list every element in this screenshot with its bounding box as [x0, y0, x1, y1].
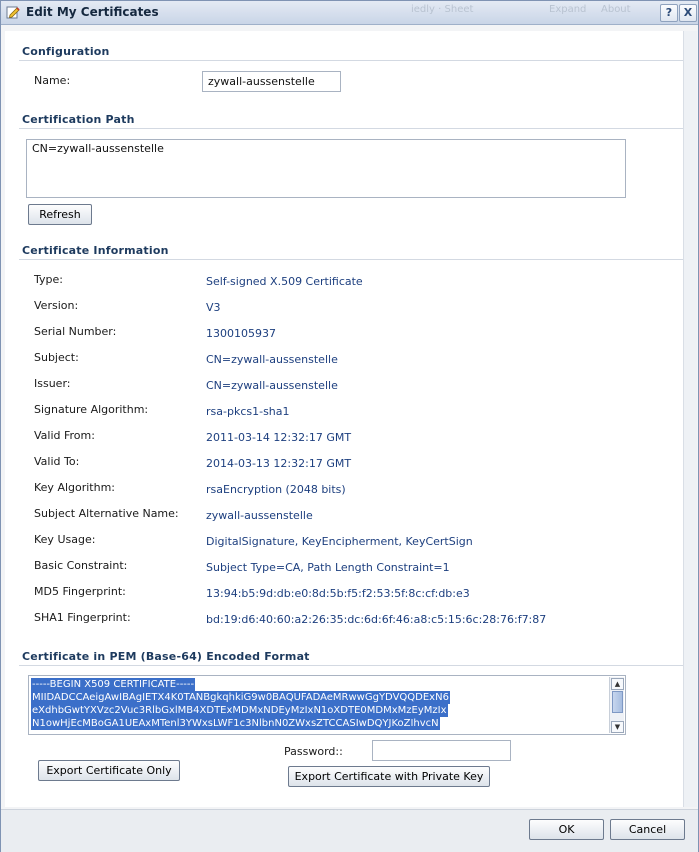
ok-button[interactable]: OK	[529, 819, 604, 840]
info-row-label: Version:	[34, 299, 79, 312]
certification-path-box[interactable]	[26, 139, 626, 198]
background-hint-expand: Expand	[549, 4, 587, 15]
password-label: Password::	[284, 745, 343, 758]
pem-heading: Certificate in PEM (Base-64) Encoded Format	[22, 650, 310, 663]
info-row-value: DigitalSignature, KeyEncipherment, KeyCertSign	[206, 535, 473, 548]
scroll-up-arrow-icon[interactable]: ▲	[611, 678, 624, 690]
section-divider	[19, 665, 683, 666]
export-certificate-only-button[interactable]: Export Certificate Only	[38, 760, 180, 781]
info-row-value: rsa-pkcs1-sha1	[206, 405, 290, 418]
help-icon: ?	[665, 6, 673, 19]
info-row-value: 1300105937	[206, 327, 276, 340]
pem-line: N1owHjEcMBoGA1UEAxMTenl3YWxsLWF1c3NlbnN0ZWxsZTCCASIwDQYJKoZIhvcN	[32, 718, 439, 729]
certification-path-text: CN=zywall-aussenstelle	[32, 142, 164, 155]
dialog-content	[5, 31, 683, 807]
section-divider	[19, 259, 683, 260]
info-row-value: 13:94:b5:9d:db:e0:8d:5b:f5:f2:53:5f:8c:cf:db:e3	[206, 587, 470, 600]
dialog-title: Edit My Certificates	[26, 5, 159, 19]
info-row-value: Self-signed X.509 Certificate	[206, 275, 363, 288]
section-divider	[19, 60, 683, 61]
pem-scrollbar[interactable]	[609, 677, 624, 733]
info-row-value: Subject Type=CA, Path Length Constraint=1	[206, 561, 450, 574]
help-button[interactable]	[660, 4, 678, 22]
info-row-label: Valid To:	[34, 455, 80, 468]
info-row-value: zywall-aussenstelle	[206, 509, 313, 522]
export-certificate-with-private-key-button[interactable]: Export Certificate with Private Key	[288, 766, 490, 787]
close-icon: X	[683, 6, 693, 19]
info-row-label: Basic Constraint:	[34, 559, 128, 572]
background-hint-text: iedly · Sheet	[411, 4, 474, 15]
pem-line: -----BEGIN X509 CERTIFICATE-----	[32, 679, 195, 690]
pem-textarea[interactable]	[28, 675, 626, 735]
scroll-down-arrow-icon[interactable]: ▼	[611, 721, 624, 733]
info-row-value: 2014-03-13 12:32:17 GMT	[206, 457, 352, 470]
info-row-label: Subject Alternative Name:	[34, 507, 179, 520]
cancel-button[interactable]: Cancel	[610, 819, 685, 840]
dialog-titlebar[interactable]	[1, 1, 698, 25]
pem-line: eXdhbGwtYXVzc2Vuc3RlbGxlMB4XDTExMDMxNDEyMzIxN1oXDTE0MDMxMzEyMzIx	[32, 705, 447, 716]
configuration-heading: Configuration	[22, 45, 110, 58]
info-row-label: SHA1 Fingerprint:	[34, 611, 131, 624]
info-row-value: CN=zywall-aussenstelle	[206, 353, 338, 366]
password-input[interactable]	[372, 740, 511, 761]
edit-pencil-icon	[6, 5, 20, 19]
info-row-label: Type:	[34, 273, 63, 286]
scroll-thumb[interactable]	[612, 691, 623, 713]
info-row-label: Key Usage:	[34, 533, 96, 546]
info-row-value: 2011-03-14 12:32:17 GMT	[206, 431, 352, 444]
name-label: Name:	[34, 74, 71, 87]
info-row-value: CN=zywall-aussenstelle	[206, 379, 338, 392]
content-scroll-track[interactable]	[683, 31, 697, 807]
dialog-footer	[1, 809, 698, 852]
info-row-value: rsaEncryption (2048 bits)	[206, 483, 346, 496]
info-row-label: Key Algorithm:	[34, 481, 116, 494]
close-button[interactable]	[679, 4, 697, 22]
section-divider	[19, 128, 683, 129]
info-row-value: bd:19:d6:40:60:a2:26:35:dc:6d:6f:46:a8:c5:15:6c:28:76:f7:87	[206, 613, 547, 626]
info-row-label: Subject:	[34, 351, 79, 364]
info-row-label: Signature Algorithm:	[34, 403, 149, 416]
refresh-button[interactable]: Refresh	[28, 204, 92, 225]
info-row-label: Valid From:	[34, 429, 95, 442]
info-row-label: Issuer:	[34, 377, 71, 390]
info-row-label: MD5 Fingerprint:	[34, 585, 126, 598]
name-input[interactable]	[202, 71, 341, 92]
info-row-label: Serial Number:	[34, 325, 117, 338]
info-row-value: V3	[206, 301, 221, 314]
pem-line: MIIDADCCAeigAwIBAgIETX4K0TANBgkqhkiG9w0BAQUFADAeMRwwGgYDVQQDExN6	[32, 692, 449, 703]
certification-path-heading: Certification Path	[22, 113, 135, 126]
certificate-information-heading: Certificate Information	[22, 244, 169, 257]
background-hint-about: About	[601, 4, 631, 15]
